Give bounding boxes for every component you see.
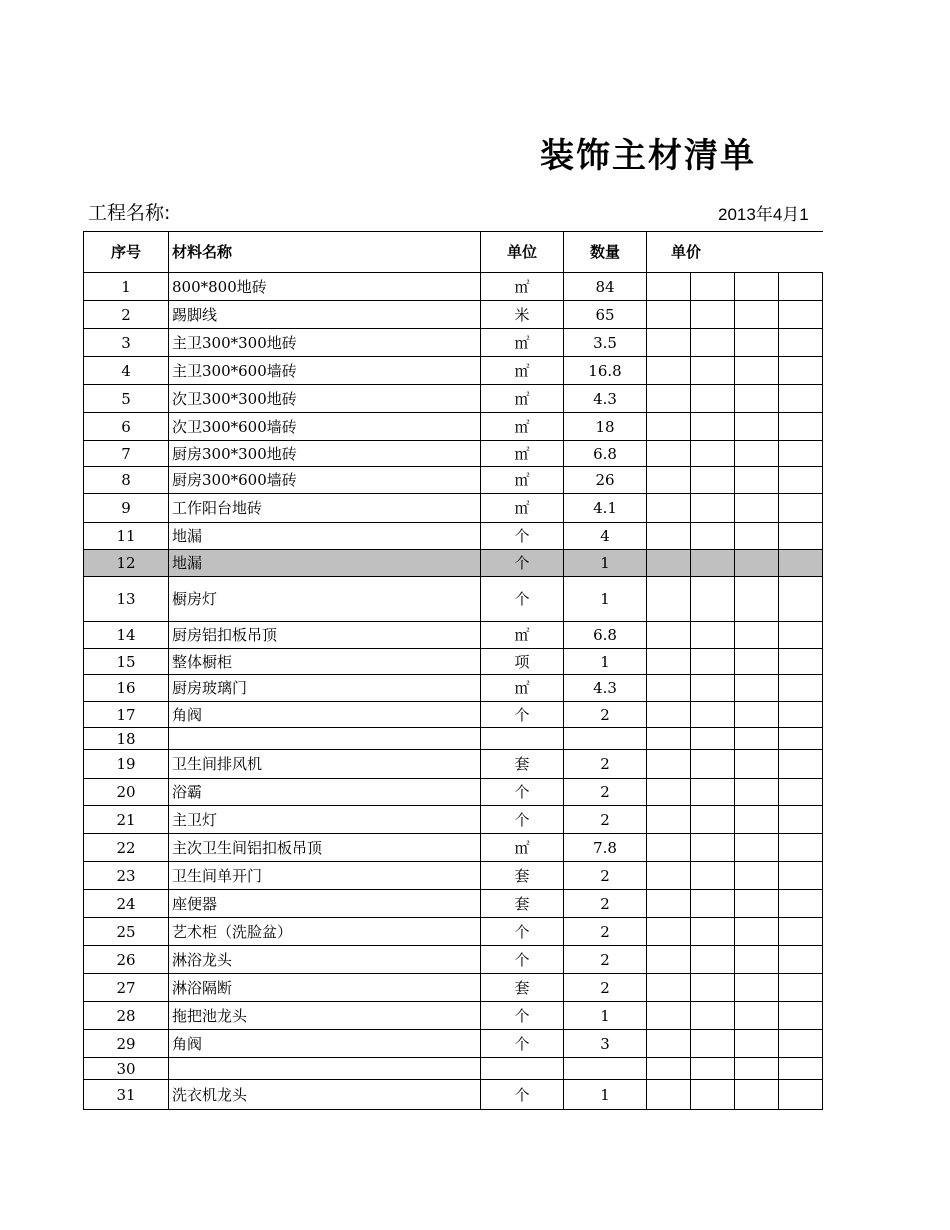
row-no: 18 — [84, 728, 169, 750]
row-price-cell — [779, 357, 823, 385]
row-name: 主卫300*300地砖 — [169, 329, 481, 357]
row-unit: ㎡ — [481, 467, 564, 494]
row-qty: 3.5 — [564, 329, 647, 357]
row-price-cell — [779, 946, 823, 974]
row-no: 13 — [84, 577, 169, 622]
row-price-cell — [735, 577, 779, 622]
row-name: 淋浴隔断 — [169, 974, 481, 1002]
row-qty: 4.3 — [564, 675, 647, 702]
row-price-cell — [691, 467, 735, 494]
row-no: 30 — [84, 1058, 169, 1080]
row-no: 21 — [84, 806, 169, 834]
row-price-cell — [779, 1058, 823, 1080]
row-price-cell — [647, 413, 691, 441]
row-unit: 个 — [481, 779, 564, 806]
row-qty: 2 — [564, 779, 647, 806]
row-no: 31 — [84, 1080, 169, 1110]
row-price-cell — [691, 1002, 735, 1030]
table-row — [84, 1080, 823, 1110]
table-row — [84, 273, 823, 301]
row-price-cell — [647, 974, 691, 1002]
row-no: 20 — [84, 779, 169, 806]
table-row — [84, 413, 823, 441]
row-price-cell — [691, 441, 735, 467]
row-qty: 84 — [564, 273, 647, 301]
row-price-cell — [735, 1002, 779, 1030]
row-price-cell — [691, 301, 735, 329]
row-unit: ㎡ — [481, 413, 564, 441]
header-unit: 单位 — [481, 232, 564, 273]
row-price-cell — [647, 862, 691, 890]
row-price-cell — [735, 834, 779, 862]
row-price-cell — [779, 550, 823, 577]
row-name: 主卫灯 — [169, 806, 481, 834]
row-no: 16 — [84, 675, 169, 702]
row-qty: 2 — [564, 862, 647, 890]
row-price-cell — [647, 750, 691, 779]
row-price-cell — [735, 441, 779, 467]
row-price-cell — [735, 649, 779, 675]
row-no: 6 — [84, 413, 169, 441]
row-price-cell — [735, 675, 779, 702]
row-price-cell — [735, 357, 779, 385]
row-price-cell — [779, 467, 823, 494]
row-qty: 2 — [564, 974, 647, 1002]
row-qty: 1 — [564, 550, 647, 577]
table-row — [84, 1030, 823, 1058]
row-name: 厨房玻璃门 — [169, 675, 481, 702]
row-name: 次卫300*600墙砖 — [169, 413, 481, 441]
row-unit: ㎡ — [481, 329, 564, 357]
row-price-cell — [691, 862, 735, 890]
row-price-cell — [647, 467, 691, 494]
header-price: 单价 — [647, 232, 823, 273]
header-name: 材料名称 — [169, 232, 481, 273]
page-title: 装饰主材清单 — [540, 136, 756, 176]
row-name — [169, 1058, 481, 1080]
row-price-cell — [735, 750, 779, 779]
row-price-cell — [691, 329, 735, 357]
row-qty — [564, 728, 647, 750]
row-price-cell — [779, 301, 823, 329]
row-price-cell — [647, 357, 691, 385]
row-price-cell — [647, 494, 691, 523]
row-price-cell — [735, 550, 779, 577]
row-price-cell — [735, 779, 779, 806]
row-unit: 个 — [481, 1080, 564, 1110]
row-price-cell — [779, 1080, 823, 1110]
row-price-cell — [647, 918, 691, 946]
row-price-cell — [647, 1002, 691, 1030]
row-price-cell — [735, 413, 779, 441]
row-name: 地漏 — [169, 523, 481, 550]
row-qty: 2 — [564, 890, 647, 918]
row-price-cell — [647, 1080, 691, 1110]
table-row — [84, 385, 823, 413]
row-price-cell — [779, 890, 823, 918]
row-price-cell — [647, 441, 691, 467]
row-no: 28 — [84, 1002, 169, 1030]
row-no: 19 — [84, 750, 169, 779]
row-name: 整体橱柜 — [169, 649, 481, 675]
row-price-cell — [735, 946, 779, 974]
row-unit — [481, 728, 564, 750]
row-price-cell — [779, 441, 823, 467]
row-unit: 个 — [481, 577, 564, 622]
row-price-cell — [735, 728, 779, 750]
row-no: 14 — [84, 622, 169, 649]
row-name: 次卫300*300地砖 — [169, 385, 481, 413]
row-price-cell — [735, 523, 779, 550]
row-price-cell — [735, 467, 779, 494]
row-price-cell — [735, 862, 779, 890]
row-no: 27 — [84, 974, 169, 1002]
row-price-cell — [779, 329, 823, 357]
row-unit: ㎡ — [481, 441, 564, 467]
row-qty: 2 — [564, 918, 647, 946]
row-price-cell — [779, 675, 823, 702]
row-unit: 套 — [481, 750, 564, 779]
row-no: 15 — [84, 649, 169, 675]
row-price-cell — [779, 728, 823, 750]
row-price-cell — [691, 385, 735, 413]
row-price-cell — [647, 834, 691, 862]
row-unit: 个 — [481, 702, 564, 728]
row-price-cell — [779, 862, 823, 890]
row-name: 厨房300*300地砖 — [169, 441, 481, 467]
row-price-cell — [691, 728, 735, 750]
row-unit: 个 — [481, 918, 564, 946]
row-name: 主次卫生间铝扣板吊顶 — [169, 834, 481, 862]
table-row — [84, 467, 823, 494]
row-price-cell — [647, 523, 691, 550]
row-price-cell — [779, 750, 823, 779]
row-no: 11 — [84, 523, 169, 550]
row-qty: 65 — [564, 301, 647, 329]
row-no: 29 — [84, 1030, 169, 1058]
row-price-cell — [779, 779, 823, 806]
row-name: 卫生间单开门 — [169, 862, 481, 890]
table-row — [84, 702, 823, 728]
row-unit: ㎡ — [481, 385, 564, 413]
table-row — [84, 806, 823, 834]
row-qty: 1 — [564, 577, 647, 622]
row-price-cell — [647, 946, 691, 974]
row-qty: 4 — [564, 523, 647, 550]
row-name: 厨房300*600墙砖 — [169, 467, 481, 494]
row-unit: 米 — [481, 301, 564, 329]
row-name: 厨房铝扣板吊顶 — [169, 622, 481, 649]
row-qty: 1 — [564, 649, 647, 675]
row-name: 主卫300*600墙砖 — [169, 357, 481, 385]
row-name: 橱房灯 — [169, 577, 481, 622]
row-price-cell — [647, 273, 691, 301]
table-row — [84, 649, 823, 675]
project-name-label: 工程名称: — [88, 202, 171, 224]
table-row — [84, 728, 823, 750]
row-price-cell — [735, 806, 779, 834]
row-price-cell — [691, 1058, 735, 1080]
table-row — [84, 750, 823, 779]
row-no: 12 — [84, 550, 169, 577]
row-price-cell — [647, 702, 691, 728]
row-unit: ㎡ — [481, 494, 564, 523]
row-price-cell — [779, 1030, 823, 1058]
row-price-cell — [691, 1080, 735, 1110]
row-price-cell — [647, 301, 691, 329]
row-name: 角阀 — [169, 1030, 481, 1058]
row-name: 卫生间排风机 — [169, 750, 481, 779]
row-price-cell — [691, 357, 735, 385]
row-qty: 2 — [564, 946, 647, 974]
row-qty: 2 — [564, 806, 647, 834]
row-no: 23 — [84, 862, 169, 890]
table-row — [84, 1002, 823, 1030]
table-row — [84, 862, 823, 890]
row-price-cell — [779, 1002, 823, 1030]
row-price-cell — [735, 974, 779, 1002]
materials-table — [83, 231, 823, 1110]
row-name — [169, 728, 481, 750]
row-unit: ㎡ — [481, 834, 564, 862]
row-price-cell — [691, 1030, 735, 1058]
row-name: 洗衣机龙头 — [169, 1080, 481, 1110]
row-name: 浴霸 — [169, 779, 481, 806]
row-unit: 套 — [481, 974, 564, 1002]
row-price-cell — [779, 622, 823, 649]
row-no: 25 — [84, 918, 169, 946]
row-qty: 6.8 — [564, 441, 647, 467]
row-price-cell — [779, 834, 823, 862]
row-price-cell — [647, 890, 691, 918]
row-unit: ㎡ — [481, 273, 564, 301]
row-unit: 个 — [481, 946, 564, 974]
row-price-cell — [691, 702, 735, 728]
row-unit: 个 — [481, 1030, 564, 1058]
row-price-cell — [647, 728, 691, 750]
row-qty: 4.3 — [564, 385, 647, 413]
row-price-cell — [691, 273, 735, 301]
row-name: 工作阳台地砖 — [169, 494, 481, 523]
row-price-cell — [779, 918, 823, 946]
row-price-cell — [779, 413, 823, 441]
row-price-cell — [779, 523, 823, 550]
row-no: 2 — [84, 301, 169, 329]
row-price-cell — [779, 806, 823, 834]
row-price-cell — [647, 649, 691, 675]
date-label: 2013年4月1 — [718, 205, 809, 224]
row-name: 拖把池龙头 — [169, 1002, 481, 1030]
table-row — [84, 441, 823, 467]
row-no: 7 — [84, 441, 169, 467]
row-qty: 6.8 — [564, 622, 647, 649]
row-price-cell — [735, 301, 779, 329]
row-price-cell — [735, 273, 779, 301]
table-row — [84, 1058, 823, 1080]
row-no: 22 — [84, 834, 169, 862]
table-header-row — [84, 232, 823, 273]
row-price-cell — [779, 702, 823, 728]
row-qty: 16.8 — [564, 357, 647, 385]
row-unit — [481, 1058, 564, 1080]
row-name: 800*800地砖 — [169, 273, 481, 301]
row-price-cell — [647, 577, 691, 622]
row-no: 24 — [84, 890, 169, 918]
row-name: 角阀 — [169, 702, 481, 728]
row-price-cell — [779, 577, 823, 622]
row-price-cell — [647, 675, 691, 702]
table-row — [84, 357, 823, 385]
table-row — [84, 550, 823, 577]
row-price-cell — [647, 806, 691, 834]
row-price-cell — [691, 577, 735, 622]
row-price-cell — [691, 622, 735, 649]
row-name: 地漏 — [169, 550, 481, 577]
row-price-cell — [647, 550, 691, 577]
row-unit: 项 — [481, 649, 564, 675]
row-name: 踢脚线 — [169, 301, 481, 329]
row-qty: 2 — [564, 750, 647, 779]
row-price-cell — [691, 494, 735, 523]
row-name: 淋浴龙头 — [169, 946, 481, 974]
row-price-cell — [691, 649, 735, 675]
row-price-cell — [691, 779, 735, 806]
row-price-cell — [691, 806, 735, 834]
row-price-cell — [735, 494, 779, 523]
row-price-cell — [691, 834, 735, 862]
table-row — [84, 675, 823, 702]
table-row — [84, 494, 823, 523]
row-price-cell — [691, 946, 735, 974]
table-row — [84, 622, 823, 649]
row-price-cell — [735, 1058, 779, 1080]
row-price-cell — [779, 385, 823, 413]
row-qty — [564, 1058, 647, 1080]
row-qty: 26 — [564, 467, 647, 494]
row-unit: 个 — [481, 806, 564, 834]
row-price-cell — [691, 523, 735, 550]
row-unit: ㎡ — [481, 675, 564, 702]
row-name: 艺术柜（洗脸盆） — [169, 918, 481, 946]
table-row — [84, 329, 823, 357]
table-row — [84, 301, 823, 329]
table-row — [84, 577, 823, 622]
row-no: 26 — [84, 946, 169, 974]
row-price-cell — [691, 750, 735, 779]
row-price-cell — [779, 649, 823, 675]
row-qty: 18 — [564, 413, 647, 441]
table-row — [84, 946, 823, 974]
row-name: 座便器 — [169, 890, 481, 918]
table-row — [84, 779, 823, 806]
row-no: 17 — [84, 702, 169, 728]
row-price-cell — [735, 329, 779, 357]
row-price-cell — [735, 890, 779, 918]
row-price-cell — [691, 918, 735, 946]
row-price-cell — [735, 622, 779, 649]
row-price-cell — [735, 385, 779, 413]
row-price-cell — [691, 413, 735, 441]
row-unit: 个 — [481, 523, 564, 550]
row-unit: ㎡ — [481, 357, 564, 385]
row-price-cell — [779, 494, 823, 523]
row-price-cell — [647, 622, 691, 649]
row-no: 1 — [84, 273, 169, 301]
row-qty: 4.1 — [564, 494, 647, 523]
row-price-cell — [735, 918, 779, 946]
header-no: 序号 — [84, 232, 169, 273]
table-row — [84, 834, 823, 862]
table-row — [84, 523, 823, 550]
row-no: 3 — [84, 329, 169, 357]
row-price-cell — [647, 329, 691, 357]
row-no: 8 — [84, 467, 169, 494]
row-qty: 7.8 — [564, 834, 647, 862]
row-unit: ㎡ — [481, 622, 564, 649]
row-qty: 2 — [564, 702, 647, 728]
row-price-cell — [647, 1058, 691, 1080]
table-row — [84, 974, 823, 1002]
header-qty: 数量 — [564, 232, 647, 273]
row-unit: 套 — [481, 862, 564, 890]
row-no: 5 — [84, 385, 169, 413]
row-price-cell — [647, 385, 691, 413]
row-price-cell — [647, 779, 691, 806]
row-price-cell — [691, 890, 735, 918]
table-row — [84, 918, 823, 946]
row-unit: 个 — [481, 550, 564, 577]
row-no: 9 — [84, 494, 169, 523]
row-price-cell — [779, 273, 823, 301]
row-qty: 1 — [564, 1080, 647, 1110]
row-price-cell — [735, 1080, 779, 1110]
table-row — [84, 890, 823, 918]
row-price-cell — [779, 974, 823, 1002]
row-price-cell — [647, 1030, 691, 1058]
row-unit: 个 — [481, 1002, 564, 1030]
row-no: 4 — [84, 357, 169, 385]
row-price-cell — [691, 675, 735, 702]
row-price-cell — [691, 974, 735, 1002]
row-qty: 3 — [564, 1030, 647, 1058]
row-price-cell — [735, 702, 779, 728]
row-unit: 套 — [481, 890, 564, 918]
row-qty: 1 — [564, 1002, 647, 1030]
row-price-cell — [735, 1030, 779, 1058]
row-price-cell — [691, 550, 735, 577]
